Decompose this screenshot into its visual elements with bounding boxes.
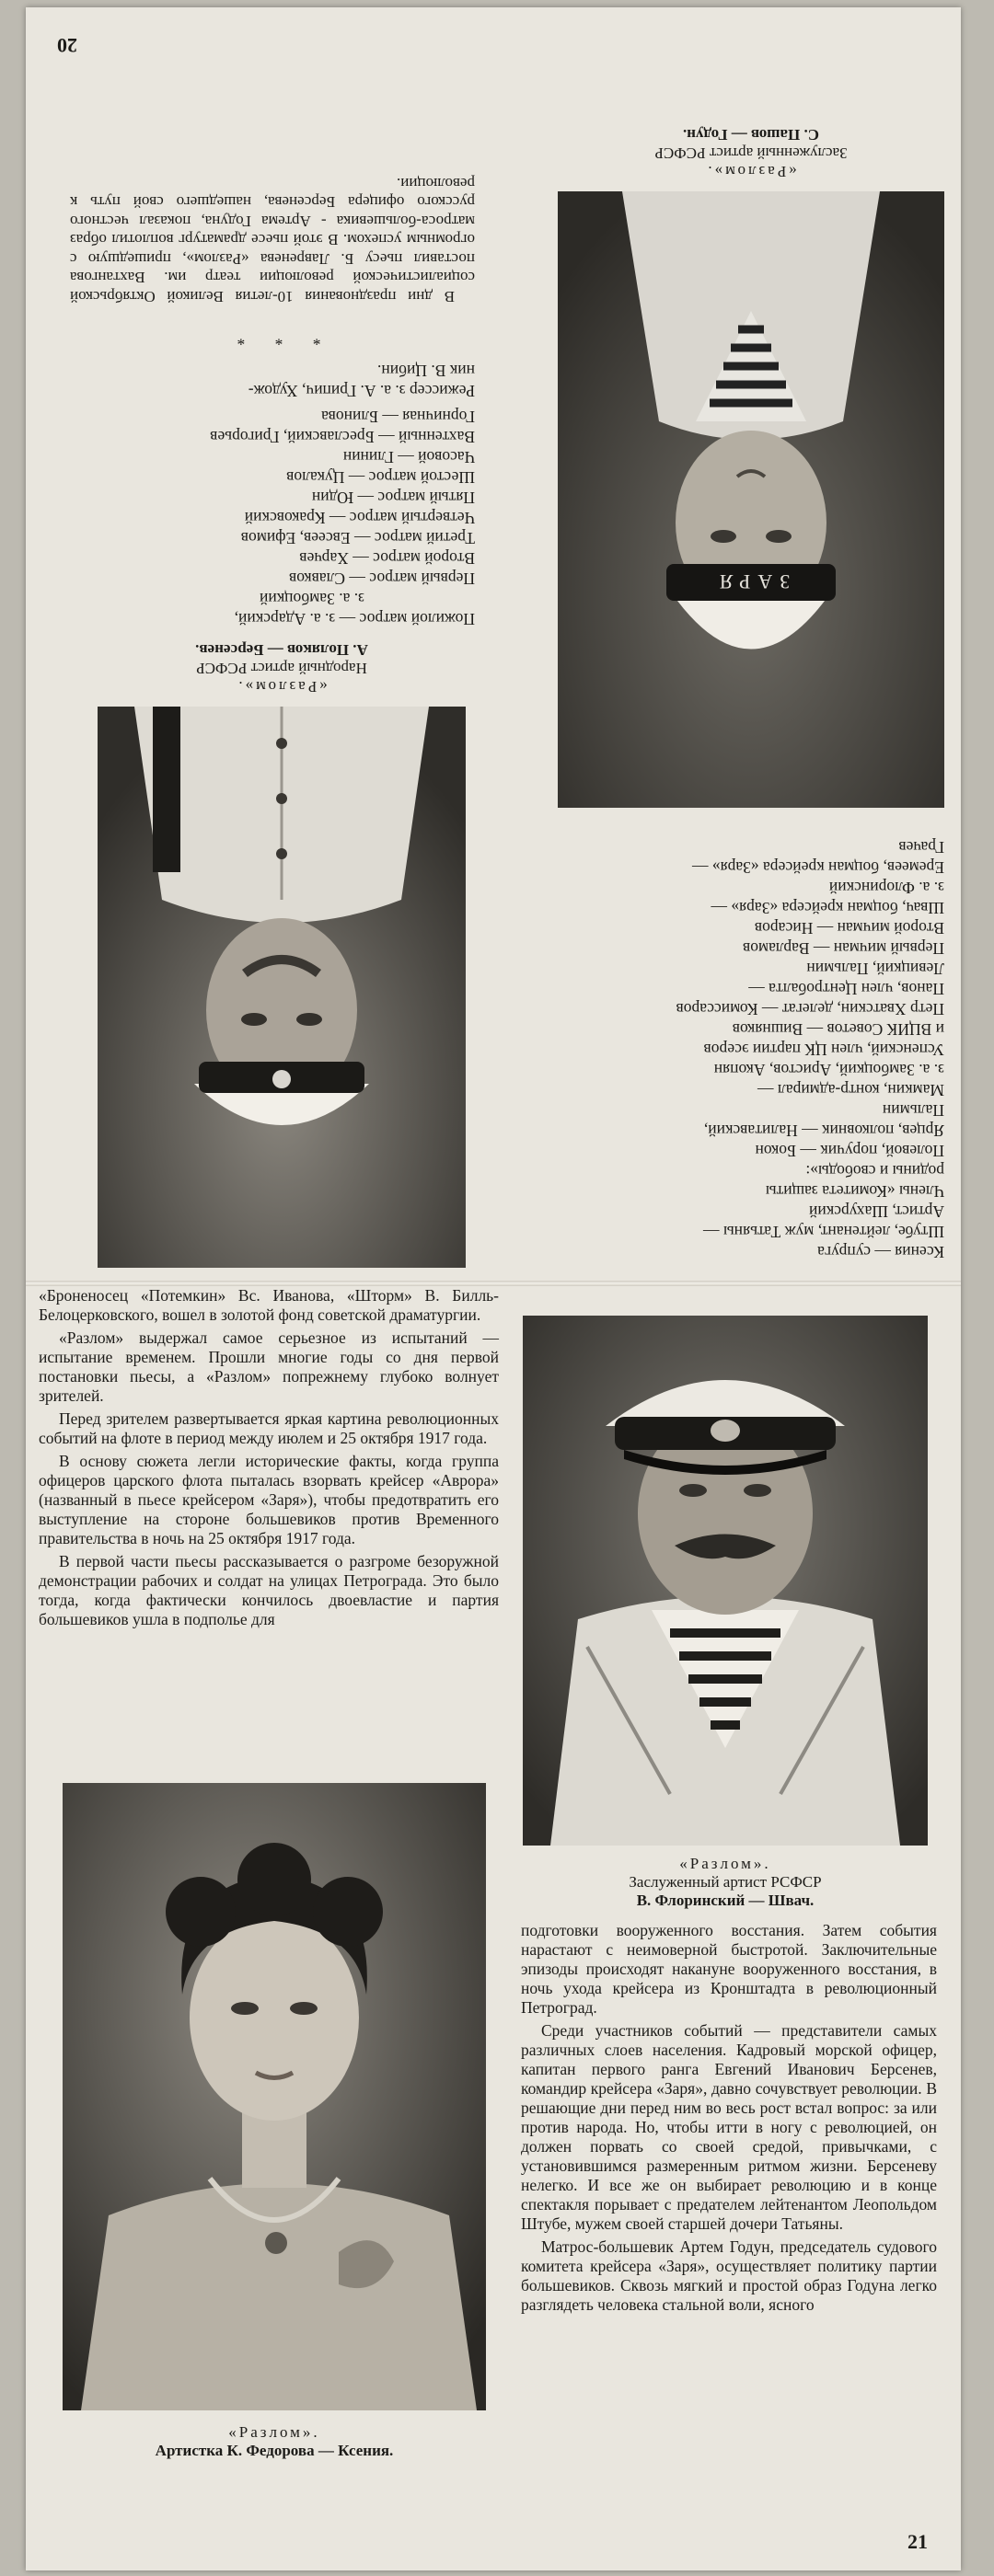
- caption-godun-line-a: Заслуженный артист РСФСР: [654, 144, 848, 162]
- page-number: 21: [907, 2530, 928, 2553]
- caption-godun: [558, 125, 944, 180]
- article-paragraph: подготовки вооруженного восстания. Затем события нарастают с неимоверной быстротой. Заключительные эпизоды происходят накануне вооруженного восстания, в ночь ухода крейсера из Кронштадта в революционный Петроград.: [521, 1921, 937, 2017]
- photo-bersenev-illustration: [98, 707, 466, 1268]
- cast-row: Штубе, лейтенант, муж Татьяны —: [703, 1223, 944, 1241]
- cast-row: Первый матрос — Славков: [288, 569, 475, 588]
- cast-row: Третий матрос — Евсеев, Ефимов: [240, 529, 475, 547]
- cast-row: Швач, боцман крейсера «Заря» —: [711, 899, 944, 917]
- article-closing-column: [70, 170, 475, 306]
- cap-ribbon-text: ЗАРЯ: [711, 570, 791, 593]
- article-paragraph: В первой части пьесы рассказывается о разгроме безоружной демонстрации рабочих и солдат на улицах Петрограда. Это было тогда, когда фактически кончилось двоевластие и партия большевиков ушла в подполье для: [39, 1552, 499, 1628]
- cast-row: Члены «Комитета защиты: [765, 1182, 944, 1201]
- photo-ksenia: [63, 1783, 486, 2410]
- caption-bersenev: [98, 640, 466, 696]
- cast-row: Артист, Шахурский: [808, 1202, 944, 1221]
- caption-ksenia-line-a: Артистка К. Федорова — Ксения.: [155, 2442, 394, 2459]
- article-paragraph: Матрос-большевик Артем Годун, председатель судового комитета крейсера «Заря», осуществляет политику партии большевиков. Сквозь мягкий и простой образ Годуна легко разглядеть человека стальной воли, ясного: [521, 2237, 937, 2314]
- upside-down-page: [26, 7, 961, 1281]
- caption-shvach: [523, 1855, 928, 1910]
- article-paragraph: «Разлом» выдержал самое серьезное из испытаний — испытание временем. Прошли многие годы со дня первой постановки пьесы, а «Разлом» попрежнему глубоко волнует зрителей.: [39, 1328, 499, 1405]
- cast-row: з. а. Замбоцкий, Аристов, Акопян: [713, 1061, 944, 1079]
- cast-row: Часовой — Глинин: [342, 448, 475, 466]
- cast-row: Пятый матрос — Юдин: [311, 489, 475, 507]
- cast-row: Шестой матрос — Цукалов: [286, 468, 475, 487]
- photo-ksenia-illustration: [63, 1783, 486, 2410]
- caption-godun-line-b: С. Пашов — Годун.: [682, 126, 820, 144]
- article-paragraph: Среди участников событий — представители самых различных слоев населения. Кадровый морской офицер, капитан первого ранга Евгений Иванович Берсенев, командир крейсера «Заря», давно сочувствует революции. В решающие дни перед ним во весь рост встал вопрос: за или против народа. Но, чтобы итти в ногу с революцией, он должен порвать со своей средой, привычками, с установившимся размеренным ритмом жизни. Берсеневу нелегко. И все же он выбирает революцию и в конце спектакля порывает с предателем лейтенантом Леопольдом Штубе, мужем своей старшей дочери Татьяны.: [521, 2021, 937, 2233]
- cast-row: родины и свободы»:: [805, 1162, 944, 1180]
- cast-row: ник В. Цибин.: [376, 362, 475, 380]
- cast-row: Пальмин: [882, 1101, 944, 1120]
- cast-row: з. а. Замбоцкий: [259, 590, 364, 608]
- caption-godun-title: «Разлом».: [705, 163, 797, 180]
- cast-row: Второй матрос — Харчев: [299, 549, 475, 568]
- cast-row: и ВЦИК Советов — Вишняков: [732, 1020, 944, 1039]
- photo-shvach-illustration: [523, 1316, 928, 1846]
- cast-row: Петр Хватскин, делегат — Комиссаров: [676, 1000, 944, 1018]
- caption-ksenia: [63, 2423, 486, 2460]
- cast-row: Вахтенный — Бреславский, Григорьев: [210, 428, 475, 446]
- article-column-right: [521, 1921, 937, 2318]
- cast-row: Ксения — супруга: [817, 1243, 944, 1261]
- cast-row: Успенский, член ЦК партии эсеров: [703, 1041, 944, 1059]
- article-column-left: [39, 1286, 499, 1633]
- cast-row: Горничная — Блинова: [321, 408, 475, 426]
- caption-shvach-line-b: В. Флоринский — Швач.: [636, 1892, 815, 1909]
- cast-row: Пожилой матрос — з. а. Адарский,: [234, 610, 475, 628]
- section-stars: * * *: [224, 330, 321, 349]
- cast-row: Панов, член Центробалта —: [748, 980, 944, 998]
- caption-shvach-line-a: Заслуженный артист РСФСР: [629, 1873, 822, 1891]
- cast-row: Мамкин, контр-адмирал —: [757, 1081, 944, 1099]
- page-number: 20: [57, 34, 77, 57]
- upright-page: [26, 1286, 961, 2570]
- caption-bersenev-line-b: А. Поляков — Берсенев.: [195, 641, 368, 659]
- caption-bersenev-line-a: Народный артист РСФСР: [196, 660, 367, 677]
- cast-row: Четвертый матрос — Краковский: [244, 509, 475, 527]
- caption-ksenia-title: «Разлом».: [228, 2423, 320, 2441]
- article-paragraph: В дни празднования 10-летия Великой Октябрьской социалистической революции театр им. Вахтангова поставил пьесу Б. Лавренева «Разлом», пришедшую с огромным успехом. В этой пьесе драматург воплотил образ матроса-большевика - Артема Годуна, показал честного русского офицера Берсенева, нашедшего свой путь к революции.: [70, 175, 475, 305]
- photo-bersenev: [98, 707, 466, 1268]
- cast-list-sailors: [70, 318, 475, 629]
- photo-godun-illustration: [558, 191, 944, 808]
- photo-shvach: [523, 1316, 928, 1846]
- caption-shvach-title: «Разлом».: [679, 1855, 771, 1872]
- cast-row: Первый мичман — Варламов: [742, 939, 944, 958]
- cast-row: Грачев: [898, 838, 944, 857]
- cast-row: Ярцев, полковник — Налитавский,: [703, 1121, 944, 1140]
- cast-list-continued: [539, 837, 944, 1262]
- caption-bersenev-title: «Разлом».: [236, 678, 328, 696]
- article-paragraph: В основу сюжета легли исторические факты, когда группа офицеров царского флота пыталась взорвать крейсер «Аврора» (названный в пьесе крейсером «Заря»), чтобы предотвратить его выступление на стороне большевиков против Временного правительства в ночь на 25 октября 1917 года.: [39, 1452, 499, 1547]
- cast-row: Второй мичман — Нисаров: [754, 919, 944, 937]
- article-paragraph: Перед зрителем развертывается яркая картина революционных событий на флоте в период между июлем и 25 октября 1917 года.: [39, 1409, 499, 1447]
- cast-row: Еремеев, боцман крейсера «Заря» —: [691, 858, 944, 877]
- photo-godun: [558, 191, 944, 808]
- cast-row: з. а. Флоринский: [828, 879, 944, 897]
- cast-row: Полевой, поручик — Бокон: [755, 1142, 944, 1160]
- cast-row: Режиссер з. а. А. Грипич, Худож-: [248, 382, 475, 400]
- article-paragraph: «Броненосец «Потемкин» Вс. Иванова, «Шторм» В. Билль-Белоцерковского, вошел в золотой фонд советской драматургии.: [39, 1286, 499, 1324]
- cast-row: Левицкий, Пальмин: [806, 960, 944, 978]
